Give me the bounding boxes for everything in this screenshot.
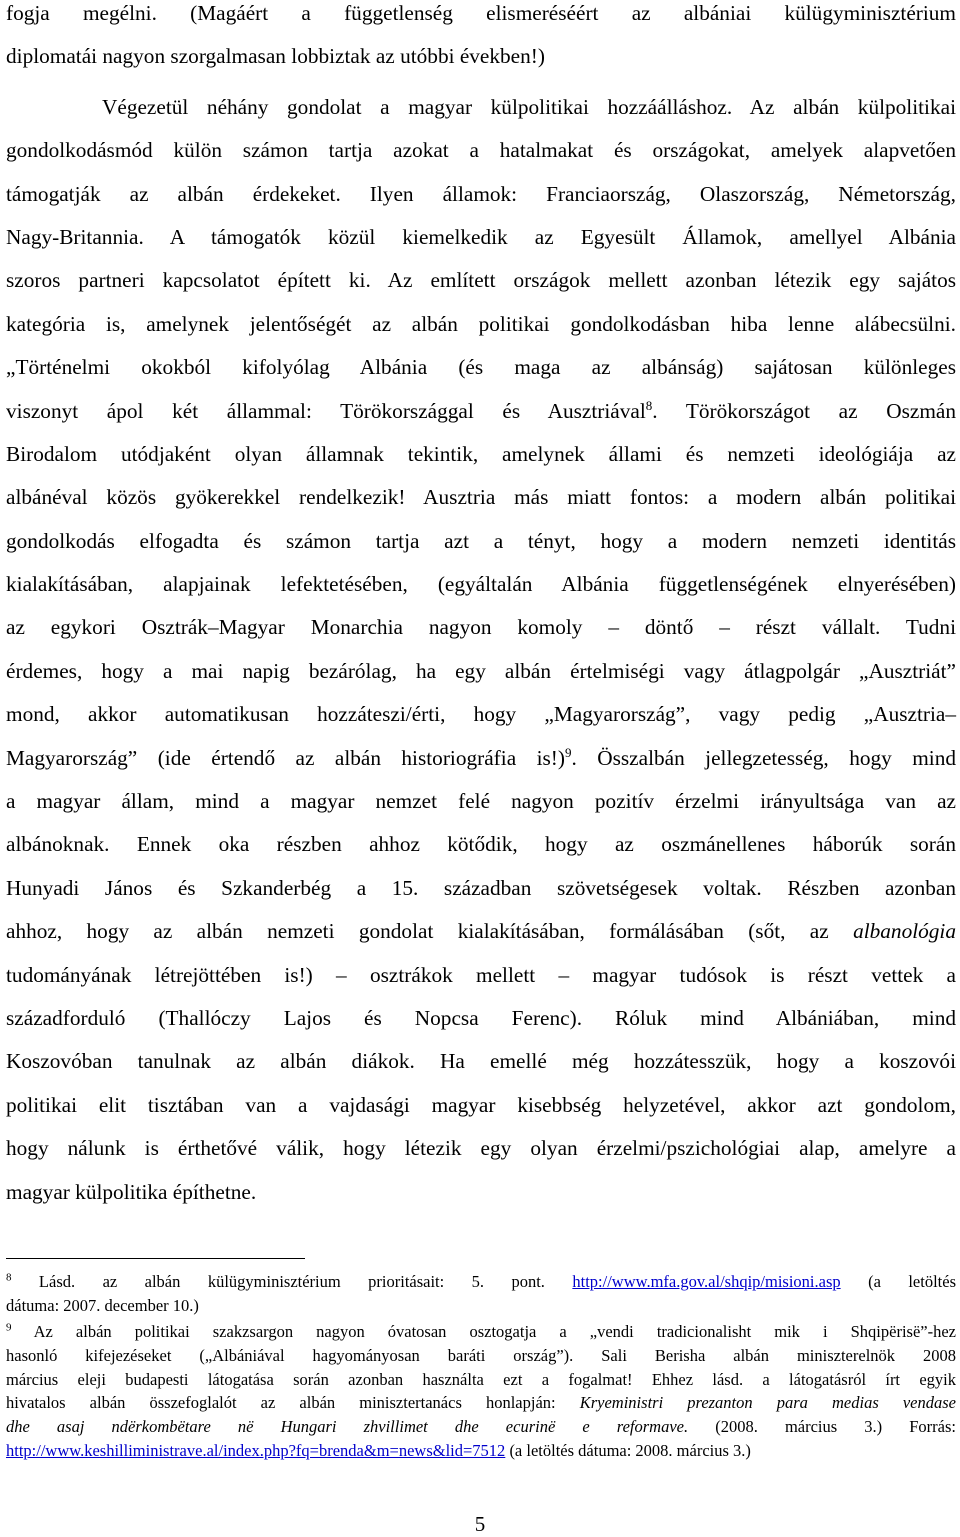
footnote-9-line: március eleji budapesti látogatása során azonban használta ezt a fogalmat! Ehhez lásd. a látogatásról írt egyik <box>6 1369 956 1389</box>
footnote-9-link[interactable]: http://www.keshilliministrave.al/index.php?fq=brenda&m=news&lid=7512 <box>6 1441 506 1461</box>
footnote-ref-9: 9 <box>564 744 572 760</box>
text-line: hogy nálunk is érthetővé válik, hogy létezik egy olyan érzelmi/pszichológiai alap, amelyre a <box>6 1136 956 1161</box>
footnote-number: 8 <box>6 1271 12 1284</box>
text-line-with-footnote: Magyarország” (ide értendő az albán historiográfia is!)$^9$. Összalbán jellegzetesség, hogy mind <box>6 744 956 770</box>
page-number: 5 <box>474 1512 486 1536</box>
footnote-number: 9 <box>6 1321 12 1334</box>
text-line: albánéval közös gyökerekkel rendelkezik! Ausztria más miatt fontos: a modern albán politikai <box>6 485 956 510</box>
text-line: századforduló (Thallóczy Lajos és Nopcsa Ferenc). Róluk mind Albániában, mind <box>6 1005 956 1030</box>
text-line: érdemes, hogy a mai napig bezárólag, ha egy albán értelmiségi vagy átlagpolgár „Ausztriát” <box>6 658 956 683</box>
text-line: Koszovóban tanulnak az albán diákok. Ha emellé még hozzátesszük, hogy a koszovói <box>6 1049 956 1074</box>
text-line: Nagy-Britannia. A támogatók közül kiemelkedik az Egyesült Államok, amellyel Albánia <box>6 224 956 249</box>
footnote-ref-8: 8 <box>645 397 653 413</box>
text-line: kategória is, amelynek jelentőségét az albán politikai gondolkodásban hiba lenne alábecsülni. <box>6 311 956 336</box>
text-line: „Történelmi okokból kifolyólag Albánia (és maga az albánság) sajátosan különleges <box>6 355 956 380</box>
footnote-9-line: dhe asaj ndërkombëtare në Hungari zhvillimet dhe ecurinë e reformave. (2008. március 3.) Forrás: <box>6 1417 956 1437</box>
text-line: albánoknak. Ennek oka részben ahhoz kötődik, hogy az oszmánellenes háborúk során <box>6 832 956 857</box>
text-line: fogja megélni. (Magáért a függetlenség elismeréséért az albániai külügyminisztérium <box>6 1 956 25</box>
footnote-8-line: dátuma: 2007. december 10.) <box>6 1295 199 1315</box>
text-line: politikai elit tisztában van a vajdasági magyar kisebbség helyzetével, akkor azt gondolom, <box>6 1092 956 1117</box>
italic-term: albanológia <box>853 919 957 944</box>
footnote-9-line: http://www.keshilliministrave.al/index.php?fq=brenda&m=news&lid=7512 (a letöltés dátuma: 2008. március 3.) <box>6 1441 751 1461</box>
footnote-separator <box>6 1258 305 1259</box>
footnote-9-line: hasonló kifejezéseket („Albániával hagyományosan baráti ország”). Sali Berisha albán miniszterelnök 2008 <box>6 1345 956 1365</box>
text-line: magyar külpolitika építhetne. <box>6 1179 257 1204</box>
text-line: szoros partneri kapcsolatot épített ki. Az említett országok mellett azonban létezik egy sajátos <box>6 268 956 293</box>
text-line: a magyar állam, mind a magyar nemzet felé nagyon pozitív érzelmi irányultsága van az <box>6 789 956 814</box>
paragraph-start: Végezetül néhány gondolat a magyar külpolitikai hozzáálláshoz. Az albán külpolitikai <box>102 94 956 119</box>
body-text <box>6 0 956 1214</box>
text-line: az egykori Osztrák–Magyar Monarchia nagyon komoly – döntő – részt vállalt. Tudni <box>6 615 956 640</box>
text-line: támogatják az albán érdekeket. Ilyen államok: Franciaország, Olaszország, Németország, <box>6 181 956 206</box>
text-line: Birodalom utódjaként olyan államnak tekintik, amelynek állami és nemzeti ideológiája az <box>6 441 956 466</box>
text-line: diplomatái nagyon szorgalmasan lobbiztak az utóbbi években!) <box>6 44 545 69</box>
text-line: gondolkodás elfogadta és számon tartja azt a tényt, hogy a modern nemzeti identitás <box>6 528 956 553</box>
text-line: mond, akkor automatikusan hozzáteszi/érti, hogy „Magyarország”, vagy pedig „Ausztria– <box>6 702 956 727</box>
footnote-9-line: $^9$ Az albán politikai szakzsargon nagyon óvatosan osztogatja a „vendi tradicionalisht mik i Shqipërisë”-hez <box>6 1321 956 1341</box>
footnotes <box>6 1270 956 1463</box>
text-line: Hunyadi János és Szkanderbég a 15. században szövetségesek voltak. Részben azonban <box>6 875 956 900</box>
footnote-8-line: $^8$ Lásd. az albán külügyminisztérium prioritásait: 5. pont. http://www.mfa.gov.al/shqip/misioni.asp (a letöltés <box>6 1271 956 1291</box>
text-line-with-footnote: viszonyt ápol két állammal: Törökországgal és Ausztriával$^8$. Törökországot az Oszmán <box>6 397 956 423</box>
text-line: gondolkodásmód külön számon tartja azokat a hatalmakat és országokat, amelyek alapvetően <box>6 138 956 163</box>
text-line: tudományának létrejöttében is!) – osztrákok mellett – magyar tudósok is részt vettek a <box>6 962 956 987</box>
text-line: ahhoz, hogy az albán nemzeti gondolat kialakításában, formálásában (sőt, az albanológia <box>6 919 957 944</box>
footnote-9-line: hivatalos albán összefoglalót az albán minisztertanács honlapján: Kryeministri prezanton para medias vendase <box>6 1393 957 1413</box>
text-line: kialakításában, alapjainak lefektetésében, (egyáltalán Albánia függetlenségének elnyerésében) <box>6 572 956 597</box>
footnote-8-link[interactable]: http://www.mfa.gov.al/shqip/misioni.asp <box>572 1272 841 1291</box>
